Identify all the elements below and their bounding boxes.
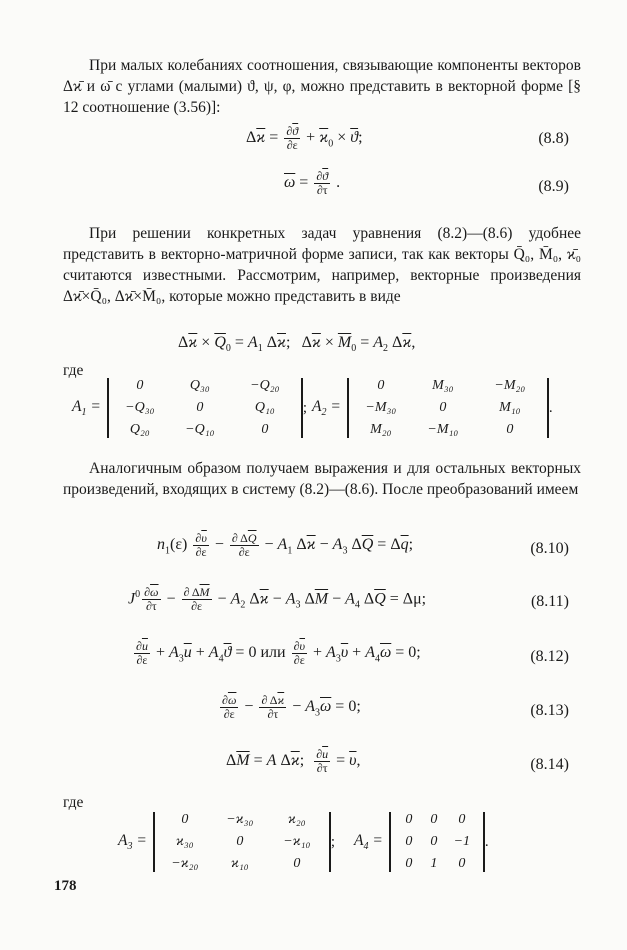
equation-label-8-13: (8.13) xyxy=(530,702,569,719)
equation-8-10: $n_1(\varepsilon)$ $\frac{\partial\overline{\upsilon}}{\partial\varepsilon}$ − $\frac{\partial \Delta\overline{Q}}{\partial\varepsilon}$ − $A_1$ $\Delta\overline{ϰ} - A_3$ $\Delta\overline{Q} = \Delta\overline{q}$; xyxy=(157,531,414,559)
equation-cross-products: $\Delta\overline{ϰ} \times \overline{Q}_0 = A_1$ $\Delta\overline{ϰ}$; $\Delta\overline{ϰ} \times \overline{M}_0 = A_2$ $\Delta\overline{ϰ}$, xyxy=(178,334,416,355)
matrix-a2: $A_2$ = 0 M₃₀ −M₂₀ −M₃₀ 0 M₁₀ M₂₀ −M₁₀ 0 . xyxy=(312,378,553,437)
where-label-1: где xyxy=(63,362,84,379)
paragraph-transformations-text: Аналогичным образом получаем выражения и для остальных векторных произведений, входящих в систему (8.2)—(8.6). После преобразований имеем xyxy=(63,460,581,498)
equation-8-14: $\Delta\overline{M} = A$ $\Delta\overline{ϰ}$; $\frac{\partial\overline{u}}{\partial\tau}$ = $\overline{\upsilon}$, xyxy=(226,747,361,775)
paragraph-method xyxy=(63,223,581,307)
equation-label-8-12: (8.12) xyxy=(530,648,569,665)
paragraph-intro xyxy=(63,55,581,118)
equation-8-12: $\frac{\partial\overline{u}}{\partial\varepsilon}$ + $A_3\overline{u} + A_4\overline{ϑ} = 0$ или $\frac{\partial\overline{\upsilon}}{\partial\varepsilon}$ + $A_3\overline{\upsilon} + A_4\overline{\omega} = 0$; xyxy=(136,639,421,667)
equation-8-9: $\overline{\omega}$ = $\frac{\partial\overline{ϑ}}{\partial\tau}$ . xyxy=(284,169,341,197)
equation-8-8: $\Delta\overline{ϰ}$ = $\frac{\partial\overline{ϑ}}{\partial\varepsilon}$ + $\overline{ϰ}_0 \times \overline{ϑ}$; xyxy=(246,124,363,152)
equation-label-8-14: (8.14) xyxy=(530,756,569,773)
matrix-a4: $A_4$ = 0 0 0 0 0 −1 0 1 0 . xyxy=(354,812,489,871)
equation-label-8-9: (8.9) xyxy=(538,178,569,195)
equation-label-8-8: (8.8) xyxy=(538,130,569,147)
word-or: или xyxy=(260,644,286,662)
matrix-a3: $A_3$ = 0 −ϰ₃₀ ϰ₂₀ ϰ₃₀ 0 −ϰ₁₀ −ϰ₂₀ ϰ₁₀ 0 ; xyxy=(118,812,335,871)
equation-8-13: $\frac{\partial\overline{\omega}}{\partial\varepsilon}$ − $\frac{\partial \Delta\overline{ϰ}}{\partial\tau}$ − $A_3\overline{\omega} = 0$; xyxy=(222,693,361,721)
matrix-a1: $A_1$ = 0 Q₃₀ −Q₂₀ −Q₃₀ 0 Q₁₀ Q₂₀ −Q₁₀ 0 ; xyxy=(72,378,307,437)
equation-label-8-10: (8.10) xyxy=(530,540,569,557)
equation-8-11: $J^0$ $\frac{\partial\overline{\omega}}{\partial\tau}$ − $\frac{\partial \Delta\overline{M}}{\partial\varepsilon}$ − $A_2$ $\Delta\overline{ϰ} - A_3$ $\Delta\overline{M} - A_4$ $\Delta\overline{Q} = \Delta\mu$; xyxy=(128,585,427,614)
paragraph-transformations xyxy=(63,458,581,500)
paragraph-intro-text: При малых колебаниях соотношения, связывающие компоненты векторов Δϰ̄ и ω̄ с углами (малыми) ϑ, ψ, φ, можно представить в векторной форме [§ 12 соотношение (3.56)]: xyxy=(63,57,581,116)
paragraph-method-text: При решении конкретных задач уравнения (8.2)—(8.6) удобнее представить в векторно-матричной форме записи, так как векторы Q̄₀, M̄₀, ϰ̄₀ считаются известными. Рассмотрим, например, векторные произведения Δϰ̄×Q̄₀, Δϰ̄×M̄₀, которые можно представить в виде xyxy=(63,225,581,305)
page-number: 178 xyxy=(54,878,77,894)
where-label-2: где xyxy=(63,794,84,811)
equation-label-8-11: (8.11) xyxy=(530,593,569,610)
